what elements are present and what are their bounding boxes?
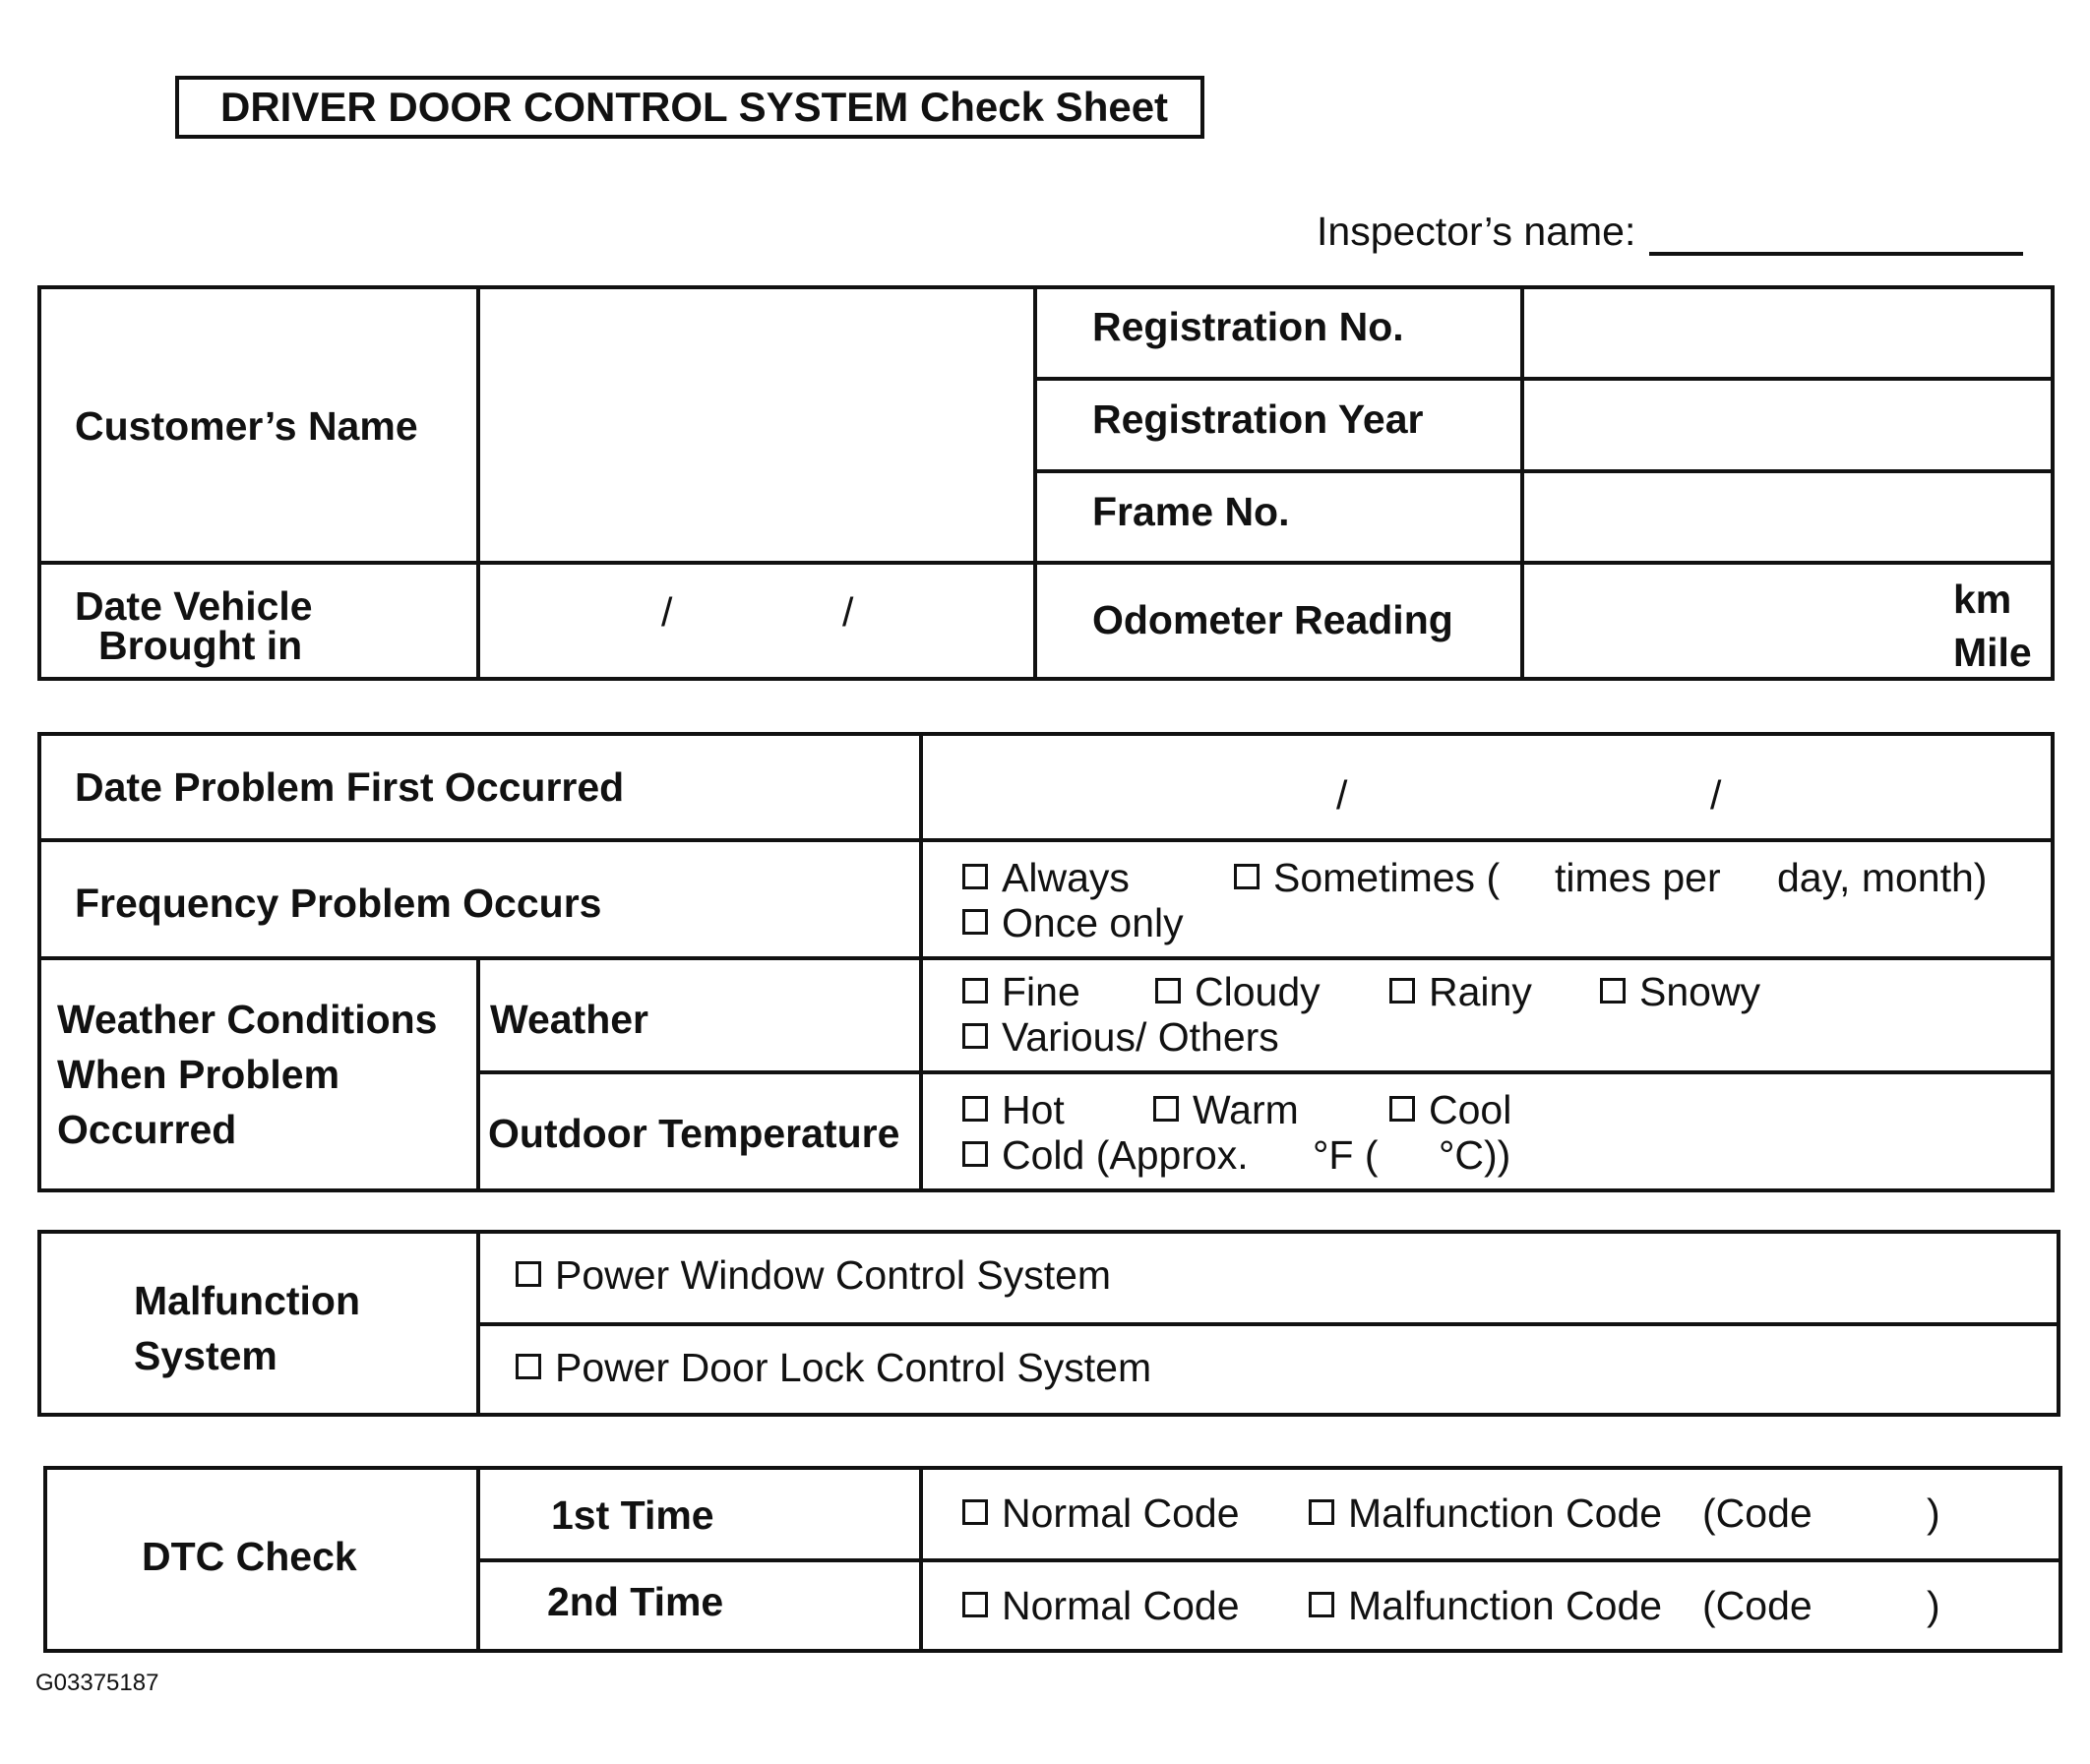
- dtc2-malfunction-code-option[interactable]: Malfunction Code: [1309, 1586, 1662, 1626]
- divider: [37, 561, 2055, 565]
- malfunction-label-line2: System: [134, 1333, 277, 1378]
- weather-label: Weather: [490, 997, 649, 1042]
- checkbox[interactable]: [1309, 1499, 1334, 1525]
- divider: [476, 956, 480, 1192]
- weather-cloudy-option[interactable]: Cloudy: [1155, 972, 1321, 1012]
- freq-sometimes-option[interactable]: Sometimes (: [1234, 858, 1500, 898]
- inspector-name-field[interactable]: [1649, 252, 2023, 256]
- weather-fine-option[interactable]: Fine: [962, 972, 1080, 1012]
- unit-mile: Mile: [1953, 630, 2032, 675]
- divider: [476, 1558, 2062, 1562]
- weather-conditions-label-line1: Weather Conditions: [57, 997, 438, 1042]
- odometer-label: Odometer Reading: [1092, 597, 1453, 642]
- power-door-lock-option[interactable]: Power Door Lock Control System: [516, 1348, 1151, 1388]
- dtc2-code-close: ): [1927, 1583, 1940, 1628]
- weather-rainy-option[interactable]: Rainy: [1389, 972, 1532, 1012]
- date-vehicle-label-line2: Brought in: [98, 623, 303, 668]
- checkbox[interactable]: [516, 1354, 541, 1379]
- freq-always-option[interactable]: Always: [962, 858, 1130, 898]
- checkbox[interactable]: [962, 1141, 988, 1167]
- divider: [476, 1070, 2055, 1074]
- checkbox[interactable]: [962, 909, 988, 935]
- weather-various-option[interactable]: Various/ Others: [962, 1017, 1279, 1058]
- frame-no-field[interactable]: [1526, 475, 2050, 558]
- divider: [476, 285, 480, 681]
- customers-name-label: Customer’s Name: [75, 403, 418, 449]
- checkbox[interactable]: [962, 864, 988, 889]
- registration-year-field[interactable]: [1526, 383, 2050, 465]
- checkbox[interactable]: [962, 1096, 988, 1122]
- date-separator: /: [661, 589, 673, 635]
- divider: [1033, 285, 1037, 681]
- outdoor-temperature-label: Outdoor Temperature: [488, 1111, 900, 1156]
- date-first-occurred-field[interactable]: [925, 738, 2049, 834]
- frequency-label: Frequency Problem Occurs: [75, 881, 602, 926]
- date-vehicle-field[interactable]: [482, 567, 1029, 675]
- malfunction-label-line1: Malfunction: [134, 1278, 361, 1323]
- checkbox[interactable]: [1234, 864, 1260, 889]
- weather-conditions-label-line3: Occurred: [57, 1107, 237, 1152]
- customers-name-field[interactable]: [482, 291, 1029, 557]
- power-window-option[interactable]: Power Window Control System: [516, 1255, 1111, 1296]
- checkbox[interactable]: [1389, 978, 1415, 1004]
- divider: [37, 956, 2055, 960]
- date-separator: /: [1710, 772, 1722, 818]
- registration-no-field[interactable]: [1526, 291, 2050, 374]
- checkbox[interactable]: [962, 1592, 988, 1617]
- registration-year-label: Registration Year: [1092, 396, 1424, 442]
- temp-celsius: °C)): [1439, 1132, 1511, 1178]
- dtc-check-label: DTC Check: [142, 1534, 357, 1579]
- checkbox[interactable]: [1309, 1592, 1334, 1617]
- dtc-first-time-label: 1st Time: [551, 1492, 714, 1538]
- divider: [37, 838, 2055, 842]
- dtc2-code-open: (Code: [1702, 1583, 1813, 1628]
- registration-no-label: Registration No.: [1092, 304, 1404, 349]
- sheet-title: DRIVER DOOR CONTROL SYSTEM Check Sheet: [175, 76, 1204, 139]
- inspector-label: Inspector’s name:: [1317, 209, 1636, 254]
- dtc1-malfunction-code-option[interactable]: Malfunction Code: [1309, 1493, 1662, 1534]
- frame-no-label: Frame No.: [1092, 489, 1290, 534]
- temp-warm-option[interactable]: Warm: [1153, 1090, 1299, 1130]
- date-first-occurred-label: Date Problem First Occurred: [75, 764, 625, 810]
- dtc1-code-close: ): [1927, 1490, 1940, 1536]
- divider: [476, 1322, 2060, 1326]
- checkbox[interactable]: [1389, 1096, 1415, 1122]
- divider: [1520, 285, 1524, 681]
- temp-fahrenheit: °F (: [1313, 1132, 1379, 1178]
- checkbox[interactable]: [1600, 978, 1626, 1004]
- freq-day-month: day, month): [1777, 855, 1988, 900]
- dtc2-normal-code-option[interactable]: Normal Code: [962, 1586, 1240, 1626]
- dtc-second-time-label: 2nd Time: [547, 1579, 724, 1624]
- dtc1-normal-code-option[interactable]: Normal Code: [962, 1493, 1240, 1534]
- weather-conditions-label-line2: When Problem: [57, 1052, 340, 1097]
- temp-cold-option[interactable]: Cold (Approx.: [962, 1135, 1249, 1176]
- date-separator: /: [1336, 772, 1348, 818]
- dtc1-code-open: (Code: [1702, 1490, 1813, 1536]
- date-vehicle-label-line1: Date Vehicle: [75, 583, 313, 629]
- checkbox[interactable]: [1155, 978, 1181, 1004]
- freq-times-per: times per: [1555, 855, 1721, 900]
- date-separator: /: [842, 589, 854, 635]
- divider: [919, 732, 923, 1192]
- checkbox[interactable]: [962, 978, 988, 1004]
- temp-cool-option[interactable]: Cool: [1389, 1090, 1511, 1130]
- checkbox[interactable]: [962, 1499, 988, 1525]
- checkbox[interactable]: [962, 1023, 988, 1049]
- divider: [1033, 377, 2055, 381]
- checkbox[interactable]: [1153, 1096, 1179, 1122]
- odometer-field[interactable]: [1526, 567, 1939, 675]
- temp-hot-option[interactable]: Hot: [962, 1090, 1065, 1130]
- unit-km: km: [1953, 577, 2012, 622]
- divider: [1033, 469, 2055, 473]
- freq-once-option[interactable]: Once only: [962, 903, 1184, 943]
- weather-snowy-option[interactable]: Snowy: [1600, 972, 1760, 1012]
- figure-id: G03375187: [35, 1670, 159, 1696]
- checkbox[interactable]: [516, 1261, 541, 1287]
